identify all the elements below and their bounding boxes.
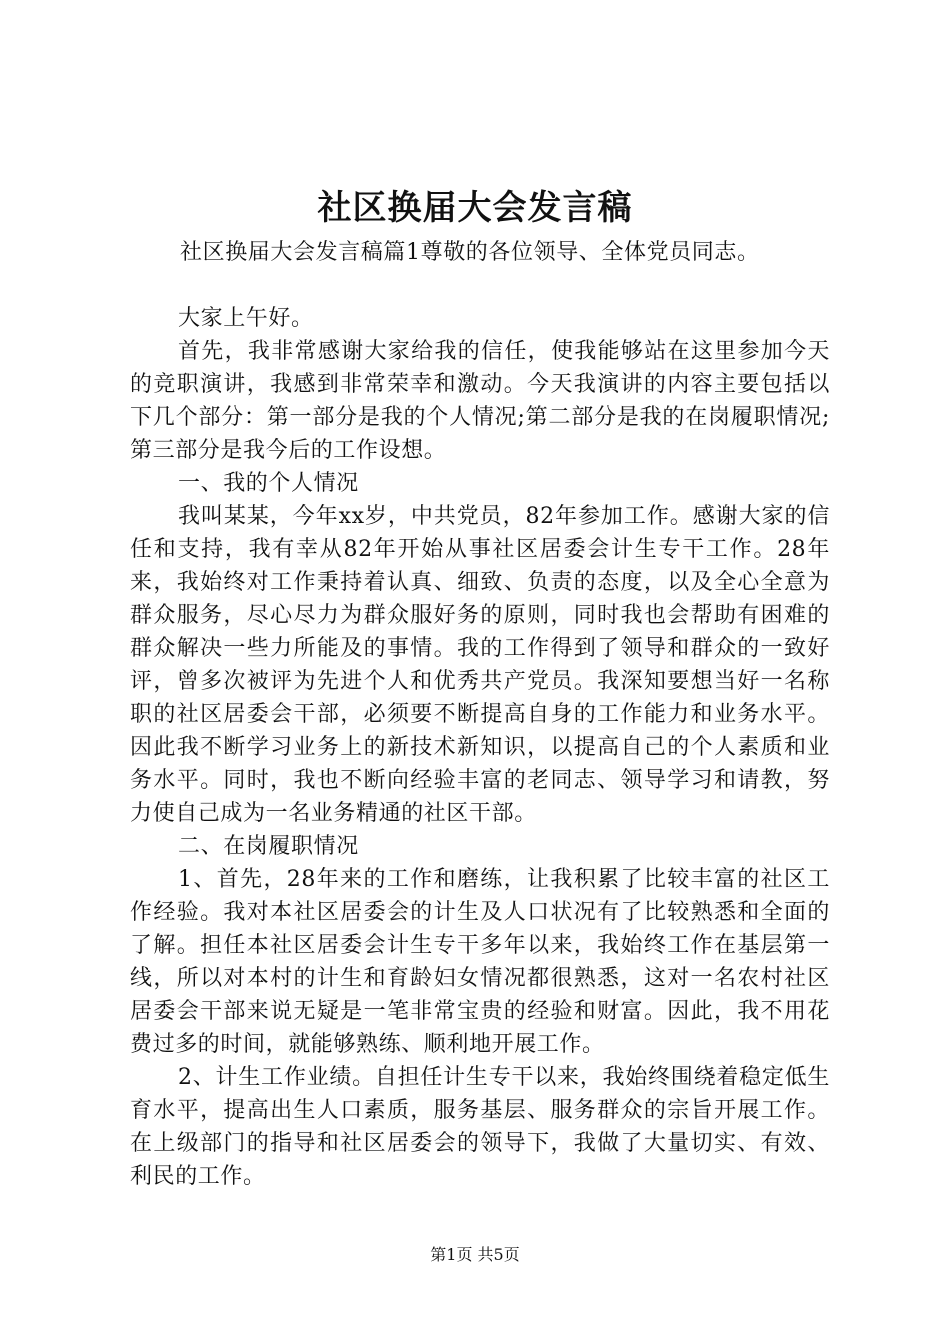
document-title: 社区换届大会发言稿: [317, 188, 633, 228]
paragraph-personal: 我叫某某，今年xx岁，中共党员，82年参加工作。感谢大家的信任和支持，我有幸从82年开始从事社区居委会计生专干工作。28年来，我始终对工作秉持着认真、细致、负责的态度，以及全心全意为群众服务，尽心尽力为群众服好务的原则，同时我也会帮助有困难的群众解决一些力所能及的事情。我的工作得到了领导和群众的一致好评，曾多次被评为先进个人和优秀共产党员。我深知要想当好一名称职的社区居委会干部，必须要不断提高自身的工作能力和业务水平。因此我不断学习业务上的新技术新知识，以提高自己的个人素质和业务水平。同时，我也不断向经验丰富的老同志、领导学习和请教，努力使自己成为一名业务精通的社区干部。: [130, 504, 830, 826]
paragraph-intro: 社区换届大会发言稿篇1尊敬的各位领导、全体党员同志。: [180, 240, 760, 265]
document-body: [130, 236, 830, 1193]
paragraph-duty-1: 1、首先，28年来的工作和磨练，让我积累了比较丰富的社区工作经验。我对本社区居委会的计生及人口状况有了比较熟悉和全面的了解。担任本社区居委会计生专干多年以来，我始终工作在基层第一线，所以对本村的计生和育龄妇女情况都很熟悉，这对一名农村社区居委会干部来说无疑是一笔非常宝贵的经验和财富。因此，我不用花费过多的时间，就能够熟练、顺利地开展工作。: [130, 867, 830, 1057]
paragraph-greeting: 大家上午好。: [178, 306, 314, 331]
paragraph-duty-2: 2、计生工作业绩。自担任计生专干以来，我始终围绕着稳定低生育水平，提高出生人口素质，服务基层、服务群众的宗旨开展工作。在上级部门的指导和社区居委会的领导下，我做了大量切实、有效、利民的工作。: [130, 1065, 830, 1189]
page-number: 第1页 共5页: [430, 1245, 520, 1264]
paragraph-opening: 首先，我非常感谢大家给我的信任，使我能够站在这里参加今天的竞职演讲，我感到非常荣幸和激动。今天我演讲的内容主要包括以下几个部分：第一部分是我的个人情况;第二部分是我的在岗履职情况;第三部分是我今后的工作设想。: [130, 339, 830, 463]
section-heading-personal: 一、我的个人情况: [178, 471, 359, 496]
section-heading-duty: 二、在岗履职情况: [178, 834, 359, 859]
